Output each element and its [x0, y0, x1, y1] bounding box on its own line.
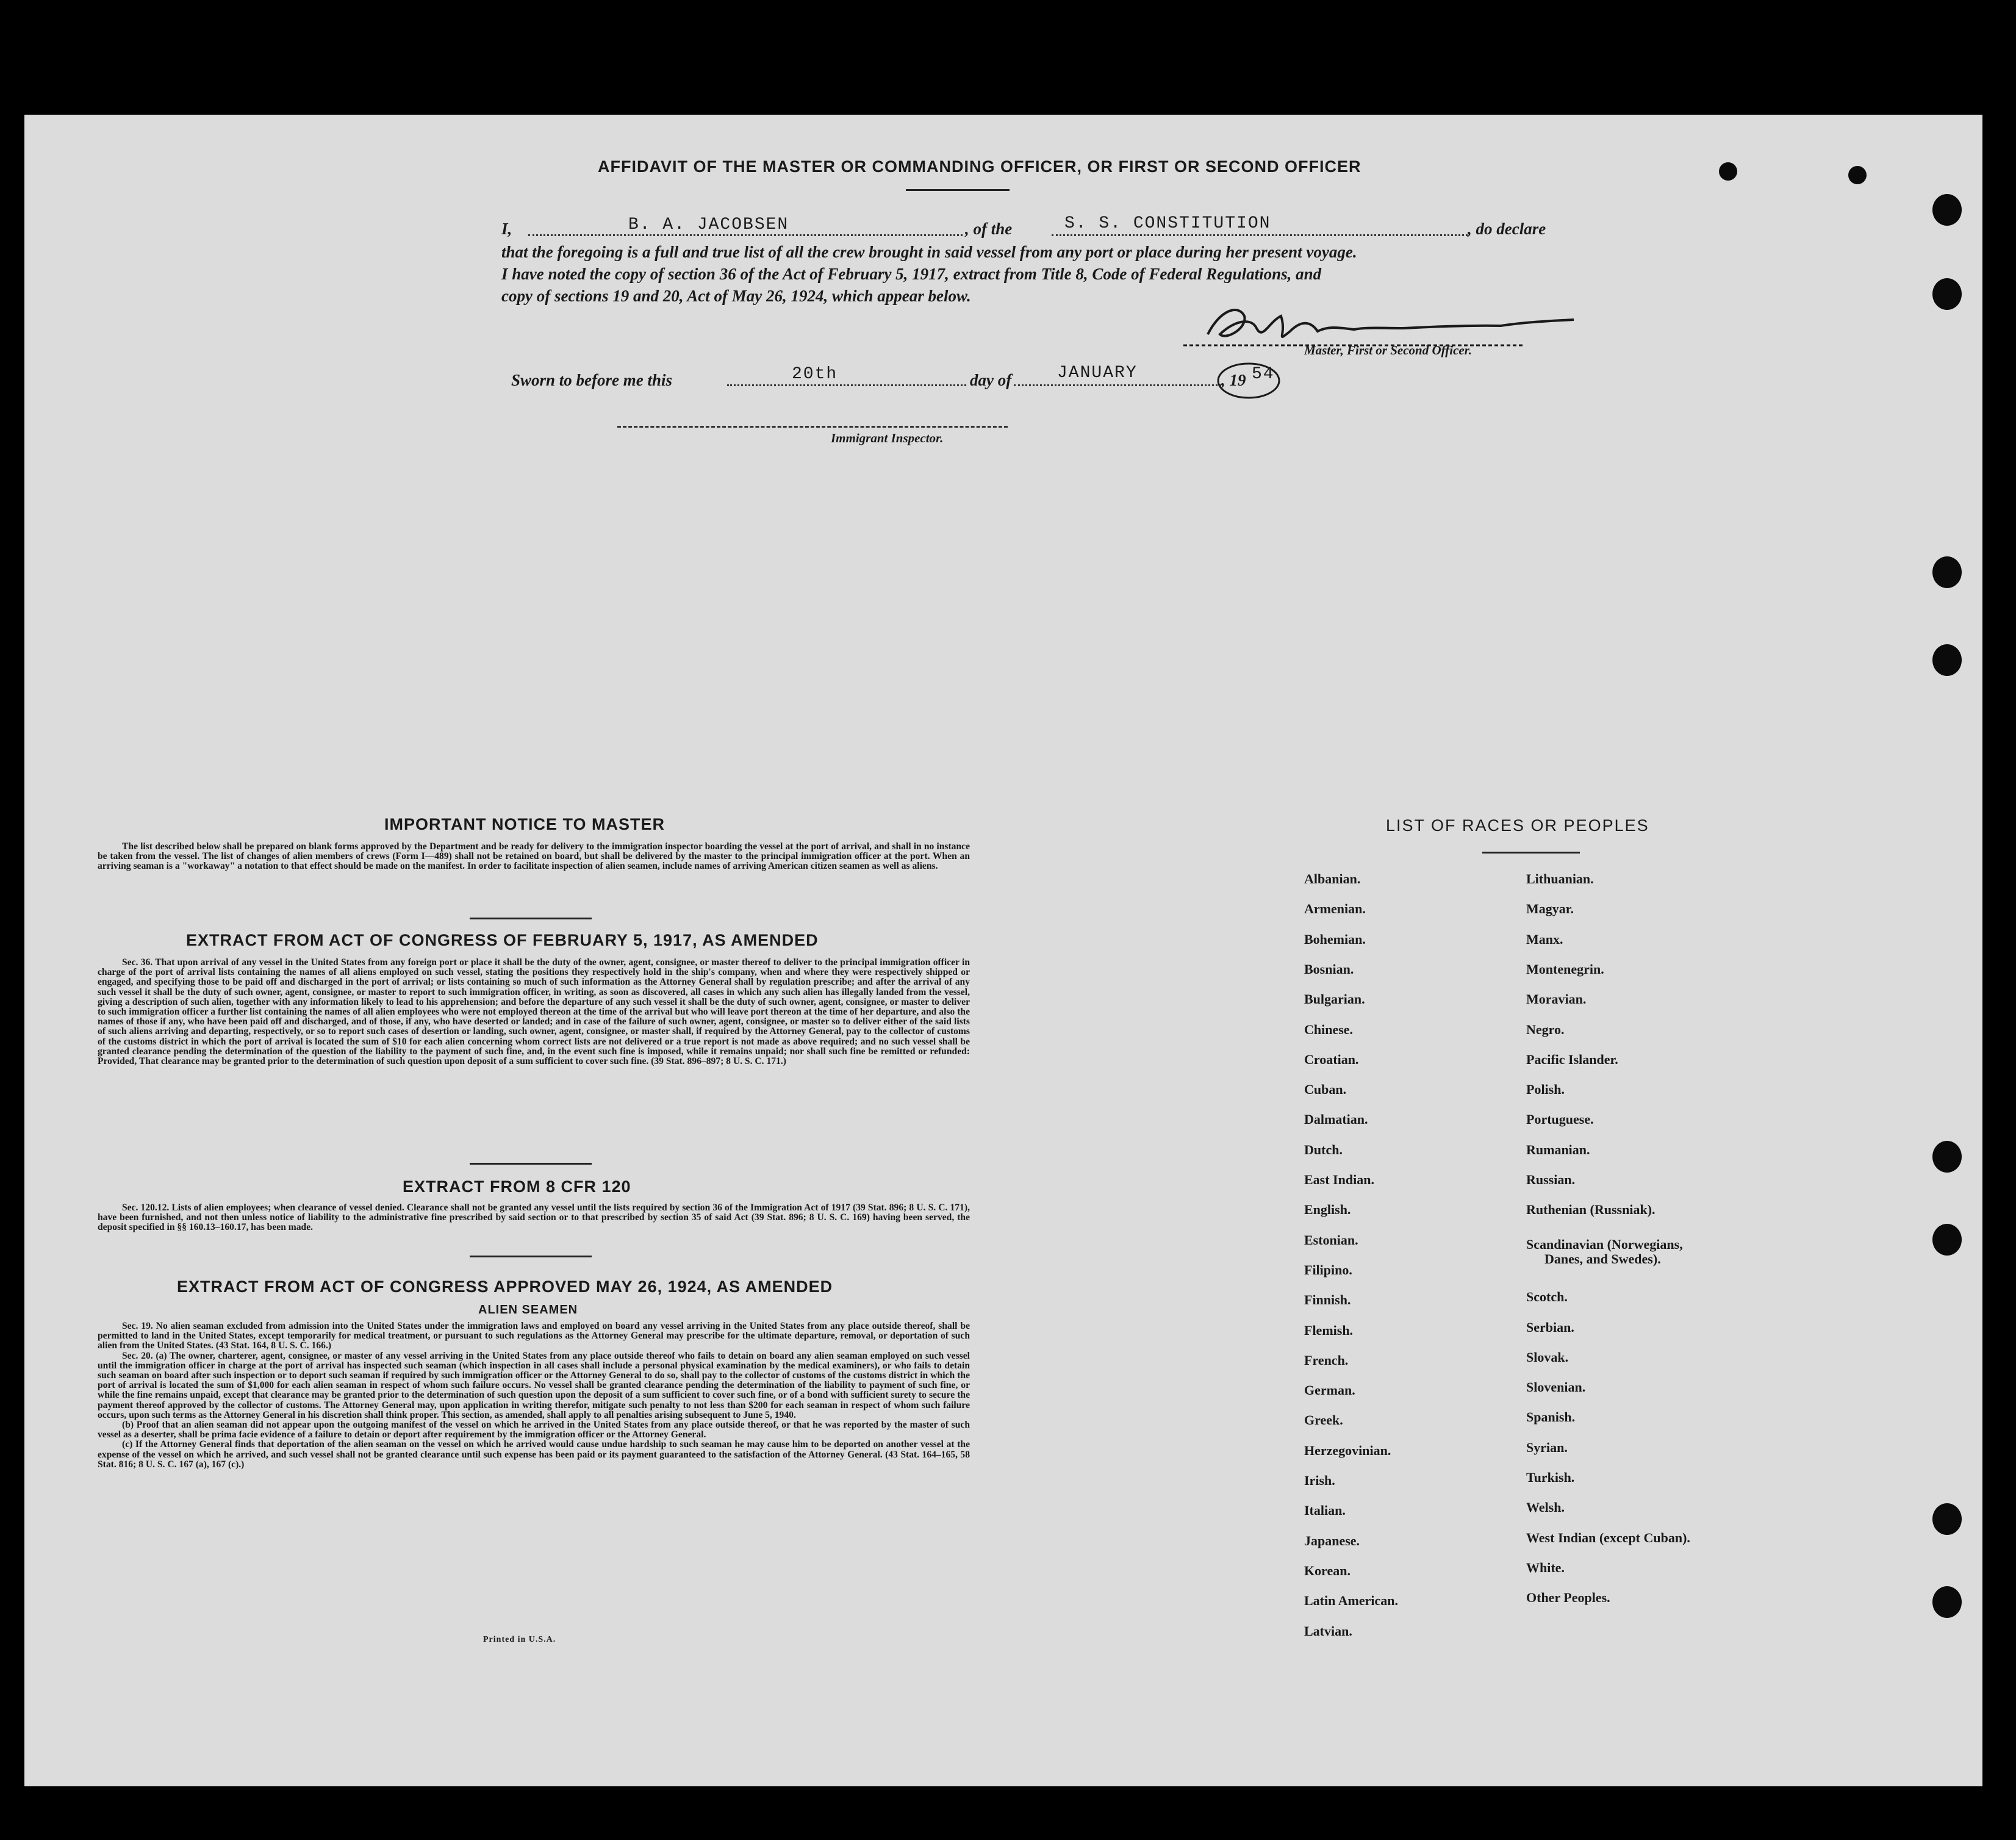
- punch-hole: [1932, 194, 1962, 226]
- race-item: Bosnian.: [1304, 961, 1354, 977]
- race-item: Slovenian.: [1526, 1379, 1586, 1395]
- race-item: Finnish.: [1304, 1292, 1351, 1308]
- punch-hole: [1848, 166, 1867, 184]
- punch-hole: [1932, 1586, 1962, 1618]
- sworn-month-line: [1014, 384, 1221, 386]
- extract-1917-text: Sec. 36. That upon arrival of any vessel in the United States from any foreign port or place it shall be the duty of the owner, agent, consignee, or master thereof to deliver to the principal immigration officer in charge of the port of arrival lists containing the names of all aliens employed on such vessel, stating the positions they respectively hold in the ship's company, when and where they were respectively shipped or engaged, and specifying those to be paid off and discharged in the port of arrival; or lists containing so much of such information as the Attorney General shall by regulation prescribe; and after the arrival of any such vessel it shall be the duty of such owner, agent, consignee, or master to report to such immigration officer, in writing, as soon as discovered, all cases in which any such alien has illegally landed from the vessel, giving a description of such alien, together with any information likely to lead to his apprehension; and before the departure of any such vessel it shall be the duty of such owner, agent, consignee, or master to deliver to such immigration officer a further list containing the names of all alien employees who were not employed thereon at the time of the arrival but who will leave port thereon at the time of her departure, and also the names of those if any, who have been paid off and discharged, and of those, if any, who have deserted or landed; and in case of the failure of such owner, agent, consignee, or master so to deliver either of the said lists of such aliens arriving and departing, respectively, or so to report such cases of desertion or landing, such owner, agent, consignee, or master shall, if required by the Attorney General, pay to the collector of customs of the customs district in which the port of arrival is located the sum of $10 for each alien concerning whom correct lists are not delivered or a true report is not made as above required; and no such vessel shall be granted clearance pending the determination of the question of the liability to the payment of such fine, and, in the event such fine is imposed, while it remains unpaid; nor shall such fine be remitted or refunded: Provided, That clearance may be granted prior to the determination of such question upon deposit of a sum sufficient to cover such fine. (39 Stat. 896–897; 8 U. S. C. 171.): [98, 957, 970, 1067]
- punch-hole: [1932, 1503, 1962, 1535]
- punch-hole: [1932, 278, 1962, 310]
- vessel-name: S. S. CONSTITUTION: [1064, 214, 1271, 233]
- race-item: Spanish.: [1526, 1409, 1576, 1425]
- inspector-line: [617, 426, 1008, 428]
- punch-hole: [1932, 1224, 1962, 1256]
- race-item: Latvian.: [1304, 1623, 1352, 1639]
- race-item: Croatian.: [1304, 1051, 1359, 1067]
- race-item: Greek.: [1304, 1412, 1343, 1428]
- affidavit-title: AFFIDAVIT OF THE MASTER OR COMMANDING OFFICER, OR FIRST OR SECOND OFFICER: [598, 157, 1361, 176]
- race-item: Italian.: [1304, 1503, 1346, 1518]
- declaration-line-3: I have noted the copy of section 36 of the Act of February 5, 1917, extract from Title 8, Code of Federal Regulations, and: [501, 265, 1322, 283]
- race-item: Welsh.: [1526, 1500, 1565, 1515]
- race-item: Scandinavian (Norwegians,: [1526, 1236, 1683, 1252]
- race-item: Bohemian.: [1304, 931, 1366, 947]
- races-title: LIST OF RACES OR PEOPLES: [1386, 816, 1649, 835]
- race-item: East Indian.: [1304, 1172, 1374, 1187]
- punch-hole: [1932, 1141, 1962, 1173]
- race-item: Portuguese.: [1526, 1112, 1594, 1127]
- date-stamp-circle: [1215, 360, 1282, 401]
- race-item: Scotch.: [1526, 1289, 1568, 1305]
- race-item: Danes, and Swedes).: [1544, 1251, 1661, 1267]
- day-of-label: day of: [970, 371, 1012, 389]
- race-item: Flemish.: [1304, 1322, 1354, 1338]
- punch-hole: [1932, 556, 1962, 588]
- race-item: Turkish.: [1526, 1470, 1575, 1486]
- signer-caption: Master, First or Second Officer.: [1304, 343, 1472, 358]
- race-item: Russian.: [1526, 1172, 1576, 1187]
- race-item: Manx.: [1526, 931, 1563, 947]
- sworn-day: 20th: [792, 365, 838, 384]
- race-item: White.: [1526, 1559, 1565, 1575]
- race-item: German.: [1304, 1382, 1355, 1398]
- year-suffix: 54: [1252, 365, 1275, 384]
- name-line: [528, 234, 963, 236]
- race-item: Irish.: [1304, 1473, 1335, 1488]
- race-item: Filipino.: [1304, 1262, 1352, 1278]
- race-item: Herzegovinian.: [1304, 1442, 1391, 1458]
- notice-title: IMPORTANT NOTICE TO MASTER: [384, 815, 665, 833]
- divider: [470, 918, 592, 919]
- race-item: Korean.: [1304, 1562, 1351, 1578]
- alien-seamen-subtitle: ALIEN SEAMEN: [478, 1303, 578, 1317]
- document-sheet: [24, 115, 1982, 1786]
- race-item: Lithuanian.: [1526, 871, 1594, 886]
- divider: [470, 1256, 592, 1257]
- race-item: Slovak.: [1526, 1349, 1569, 1365]
- sworn-day-line: [727, 384, 966, 386]
- i-label: I,: [501, 220, 512, 238]
- extract-1924-text: Sec. 19. No alien seaman excluded from admission into the United States under the immigration laws and employed on board any vessel arriving in the United States from any place outside thereof, shall be permitted to land in the United States, except temporarily for medical treatment, or pursuant to such regulations as the Attorney General may prescribe for the ultimate departure, removal, or deportation of such alien from the United States. (43 Stat. 164, 8 U. S. C. 166.) Sec. 20. (a) The owner, charterer, agent, consignee, or master of any vessel arriving in the United States from any place outside thereof who fails to detain on board any alien seaman employed on such vessel until the immigration officer in charge at the port of arrival has inspected such seaman (which inspection in all cases shall include a personal physical examination by the medical examiners), or who fails to detain such seaman on board after such inspection or to deport such seaman if required by such immigration officer or the Attorney General to do so, shall pay to the collector of customs of the customs district in which the port of arrival is located the sum of $1,000 for each alien seaman in respect of whom such failure occurs. No vessel shall be granted clearance pending the determination of the liability to payment of such fine, or while the fine remains unpaid, except that clearance may be granted prior to the determination of such question upon the deposit of a sum sufficient to cover such fine, or of a bond with sufficient surety to secure the payment thereof approved by the collector of customs. The Attorney General may, upon application in writing therefor, mitigate such penalty to not less than $200 for each seaman in respect of whom such failure occurs, upon such terms as the Attorney General in his discretion shall think proper. This section, as amended, shall apply to all penalties arising subsequent to June 5, 1940. (b) Proof that an alien seaman did not appear upon the outgoing manifest of the vessel on which he arrived in the United States from any place outside thereof, or that he was reported by the master of such vessel as a deserter, shall be prima facie evidence of a failure to detain or deport after requirement by the immigration officer or the Attorney General. (c) If the Attorney General finds that deportation of the alien seaman on the vessel on which he arrived would cause undue hardship to such seaman he may cause him to be deported on another vessel at the expense of the vessel on which he arrived, and such vessel shall not be granted clearance until such expense has been paid or its payment guaranteed to the satisfaction of the Attorney General. (43 Stat. 164–165, 58 Stat. 816; 8 U. S. C. 167 (a), 167 (c).): [98, 1321, 970, 1470]
- master-name: B. A. JACOBSEN: [628, 215, 789, 234]
- printed-in-usa: Printed in U.S.A.: [483, 1635, 556, 1644]
- race-item: Negro.: [1526, 1021, 1565, 1037]
- race-item: Syrian.: [1526, 1439, 1568, 1455]
- races-title-rule: [1482, 852, 1580, 854]
- of-the-label: , of the: [965, 220, 1013, 238]
- race-item: Serbian.: [1526, 1319, 1574, 1335]
- do-declare-label: , do declare: [1468, 220, 1546, 238]
- race-item: Polish.: [1526, 1082, 1565, 1098]
- race-item: Magyar.: [1526, 901, 1574, 917]
- extract-cfr-text: Sec. 120.12. Lists of alien employees; when clearance of vessel denied. Clearance shall not be granted any vessel until the lists required by section 36 of the Immigration Act of 1917 (39 Stat. 896; 8 U. S. C. 171), have been furnished, and not then unless notice of liability to the administrative fine prescribed by said section or to that prescribed by section 35 of said Act (39 Stat. 896; 8 U. S. C. 169) having been served, the deposit specified in §§ 160.13–160.17, has been made.: [98, 1202, 970, 1233]
- divider: [470, 1163, 592, 1165]
- race-item: Bulgarian.: [1304, 991, 1365, 1007]
- race-item: French.: [1304, 1352, 1349, 1368]
- race-item: Albanian.: [1304, 871, 1361, 886]
- race-item: Montenegrin.: [1526, 961, 1604, 977]
- sworn-label: Sworn to before me this: [511, 371, 673, 389]
- race-item: Cuban.: [1304, 1082, 1347, 1098]
- inspector-caption: Immigrant Inspector.: [831, 431, 944, 445]
- declaration-line-4: copy of sections 19 and 20, Act of May 26, 1924, which appear below.: [501, 287, 971, 305]
- race-item: Latin American.: [1304, 1593, 1398, 1609]
- race-item: Pacific Islander.: [1526, 1051, 1618, 1067]
- declaration-line-2: that the foregoing is a full and true list of all the crew brought in said vessel from any port or place during her present voyage.: [501, 243, 1357, 261]
- race-item: Estonian.: [1304, 1232, 1358, 1248]
- race-item: Dutch.: [1304, 1141, 1343, 1157]
- year-prefix: , 19: [1221, 371, 1246, 389]
- notice-text: The list described below shall be prepared on blank forms approved by the Department and be ready for delivery to the immigration inspector boarding the vessel at the port of arrival, and shall in no instance be taken from the vessel. The list of changes of alien members of crews (Form I—489) shall not be retained on board, but shall be delivered by the master to the principal immigration officer at the port. When an arriving seaman is a "workaway" a notation to that effect should be made on the manifest. In order to facilitate inspection of alien seamen, include names of arriving American citizen seamen as well as aliens.: [98, 841, 970, 872]
- vessel-line: [1052, 234, 1468, 236]
- extract-1924-title: EXTRACT FROM ACT OF CONGRESS APPROVED MAY 26, 1924, AS AMENDED: [177, 1278, 833, 1296]
- race-item: Other Peoples.: [1526, 1590, 1610, 1606]
- punch-hole: [1719, 162, 1737, 181]
- extract-cfr-title: EXTRACT FROM 8 CFR 120: [403, 1177, 631, 1196]
- race-item: Rumanian.: [1526, 1141, 1590, 1157]
- race-item: Dalmatian.: [1304, 1112, 1368, 1127]
- title-rule: [906, 189, 1010, 191]
- race-item: Chinese.: [1304, 1021, 1354, 1037]
- punch-hole: [1932, 644, 1962, 676]
- race-item: Moravian.: [1526, 991, 1587, 1007]
- race-item: English.: [1304, 1202, 1351, 1218]
- extract-1917-title: EXTRACT FROM ACT OF CONGRESS OF FEBRUARY 5, 1917, AS AMENDED: [186, 931, 819, 949]
- race-item: Japanese.: [1304, 1533, 1360, 1548]
- race-item: Armenian.: [1304, 901, 1366, 917]
- race-item: Ruthenian (Russniak).: [1526, 1202, 1655, 1218]
- sworn-month: JANUARY: [1057, 364, 1138, 383]
- race-item: West Indian (except Cuban).: [1526, 1529, 1690, 1545]
